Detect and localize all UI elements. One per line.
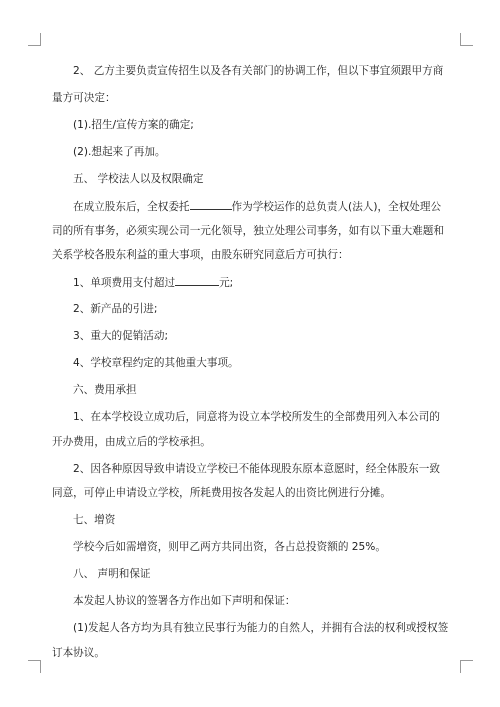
section-heading: 七、增资	[73, 514, 116, 526]
paragraph-line: 2、 乙方主要负责宣传招生以及各有关部门的协调工作，但以下事宜须跟甲方商	[73, 65, 444, 77]
paragraph-line: 1、在本学校设立成功后，同意将为设立本学校所发生的全部费用列入本公司的	[73, 411, 440, 423]
fill-in-blank	[175, 275, 219, 286]
paragraph-text: 作为学校运作的总负责人(法人)，全权处理公	[231, 201, 442, 213]
paragraph-line: 量方可决定：	[52, 92, 116, 104]
section-heading: 六、费用承担	[73, 384, 137, 396]
crop-mark-bottom-right	[460, 660, 473, 673]
paragraph-line: 2、因各种原因导致申请设立学校已不能体现股东原本意愿时，经全体股东一致	[73, 462, 440, 475]
section-heading: 八、 声明和保证	[73, 568, 151, 580]
list-item: 4、学校章程约定的其他重大事项。	[73, 357, 239, 369]
list-item-text: 1、单项费用支付超过	[73, 277, 176, 289]
section-heading: 五、 学校法人以及权限确定	[73, 173, 204, 185]
crop-mark-top-right	[460, 33, 473, 46]
paragraph-line: (1)发起人各方均为具有独立民事行为能力的自然人，并拥有合法的权利或授权签	[73, 622, 449, 634]
crop-mark-top-left	[28, 33, 41, 46]
paragraph-line: 开办费用，由成立后的学校承担。	[52, 435, 211, 448]
list-item: 2、新产品的引进;	[73, 303, 158, 315]
paragraph-line	[52, 199, 442, 213]
paragraph-line: 同意，可停止申请设立学校，所耗费用按各发起人的出资比例进行分摊。	[52, 487, 391, 499]
paragraph-line: 本发起人协议的签署各方作出如下声明和保证：	[73, 595, 296, 607]
list-item	[52, 275, 436, 289]
document-body	[52, 64, 449, 660]
paragraph-text: 在成立股东后，全权委托	[73, 201, 190, 213]
paragraph-line: 关系学校各股东利益的重大事项，由股东研究同意后方可执行：	[52, 249, 349, 261]
paragraph-line: 订本协议。	[52, 646, 105, 659]
list-item: (1).招生/宣传方案的确定;	[73, 119, 194, 131]
fill-in-blank	[190, 199, 232, 210]
paragraph-line: 学校今后如需增资，则甲乙两方共同出资，各占总投资额的 25%。	[73, 541, 386, 553]
list-item: (2).想起来了再加。	[73, 146, 166, 158]
paragraph-line: 司的所有事务，必须实现公司一元化领导，独立处理公司事务，如有以下重大难题和	[52, 224, 444, 237]
list-item: 3、重大的促销活动;	[73, 330, 169, 342]
list-item-text: 元;	[219, 277, 234, 289]
crop-mark-bottom-left	[28, 660, 41, 673]
